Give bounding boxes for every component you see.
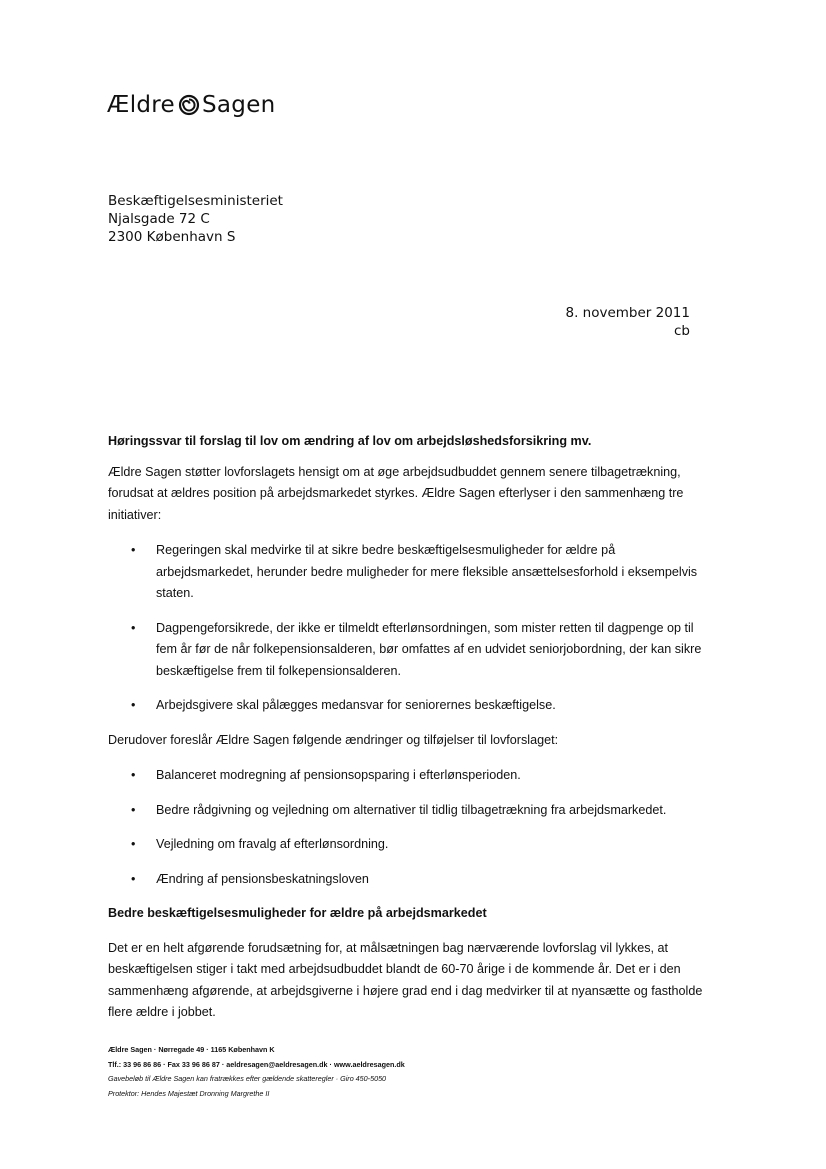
bullet: •: [131, 871, 136, 886]
section-paragraph: Det er en helt afgørende forudsætning for, at målsætningen bag nærværende lovforslag vil lykkes, at beskæftigelsen stiger i takt med arbejdsudbuddet blandt de 60-70 årige i de kommende år. Det er i den sammenhæng afgørende, at arbejdsgiverne i højere grad end i dag medvirker til at nyansætte og fastholde flere ældre i jobbet.: [108, 940, 703, 1019]
footer: [108, 1043, 405, 1101]
date-block: [565, 304, 690, 340]
recipient-name: Beskæftigelsesministeriet: [108, 193, 283, 209]
bullet: •: [131, 543, 136, 557]
recipient-street: Njalsgade 72 C: [108, 211, 210, 227]
bullet: •: [131, 837, 136, 851]
intro-paragraph: Ældre Sagen støtter lovforslagets hensigt om at øge arbejdsudbuddet gennem senere tilbagetrækning, forudsat at ældres position på arbejdsmarkedet styrkes. Ældre Sagen efterlyser i den sammenhæng tre initiativer:: [108, 464, 684, 522]
list-item: • Balanceret modregning af pensionsopsparing i efterlønsperioden.: [108, 765, 708, 787]
logo: [107, 88, 276, 122]
footer-address: Ældre Sagen · Nørregade 49 · 1165 København K: [108, 1045, 275, 1054]
logo-text-sagen: Sagen: [202, 92, 276, 118]
list-item: • Vejledning om fravalg af efterlønsordning.: [108, 834, 708, 856]
recipient-address: [108, 192, 283, 246]
footer-patron: Protektor: Hendes Majestæt Dronning Margrethe II: [108, 1088, 270, 1098]
list-item: • Ændring af pensionsbeskatningsloven: [108, 869, 708, 891]
list-item: • Regeringen skal medvirke til at sikre bedre beskæftigelsesmuligheder for ældre på arbejdsmarkedet, herunder bedre muligheder for mere fleksible ansættelsesforhold i eksempelvis staten.: [108, 540, 708, 605]
footer-contact: Tlf.: 33 96 86 86 · Fax 33 96 86 87 · aeldresagen@aeldresagen.dk · www.aeldresagen.dk: [108, 1059, 405, 1069]
logo-text-aeldre: Ældre: [107, 92, 175, 118]
bullet: •: [131, 768, 136, 782]
bullet: •: [131, 698, 136, 712]
list-item: • Dagpengeforsikrede, der ikke er tilmeldt efterlønsordningen, som mister retten til dagpenge op til fem år før de når folkepensionsalderen, bør omfattes af en udvidet seniorjobordning, der kan sikre beskæftigelse frem til folkepensionsalderen.: [108, 618, 708, 683]
bullet: •: [131, 802, 136, 817]
initiatives-list: [108, 540, 708, 717]
proposals-intro: Derudover foreslår Ældre Sagen følgende ændringer og tilføjelser til lovforslaget:: [108, 732, 559, 747]
list-item: • Arbejdsgivere skal pålægges medansvar for seniorernes beskæftigelse.: [108, 695, 708, 717]
proposals-list: [108, 765, 708, 890]
recipient-city: 2300 København S: [108, 229, 236, 245]
section-heading: Bedre beskæftigelsesmuligheder for ældre på arbejdsmarkedet: [108, 906, 487, 920]
bullet: •: [131, 620, 136, 635]
list-item: • Bedre rådgivning og vejledning om alternativer til tidlig tilbagetrækning fra arbejdsmarkedet.: [108, 800, 708, 822]
footer-donation: Gavebeløb til Ældre Sagen kan fratrækkes efter gældende skatteregler · Giro 450-5050: [108, 1074, 387, 1083]
author-initials: cb: [674, 323, 690, 339]
letter-body: [108, 431, 708, 1038]
letter-date: 8. november 2011: [565, 305, 690, 321]
letter-title: Høringssvar til forslag til lov om ændring af lov om arbejdsløshedsforsikring mv.: [108, 434, 592, 448]
logo-swirl-icon: [178, 94, 200, 116]
